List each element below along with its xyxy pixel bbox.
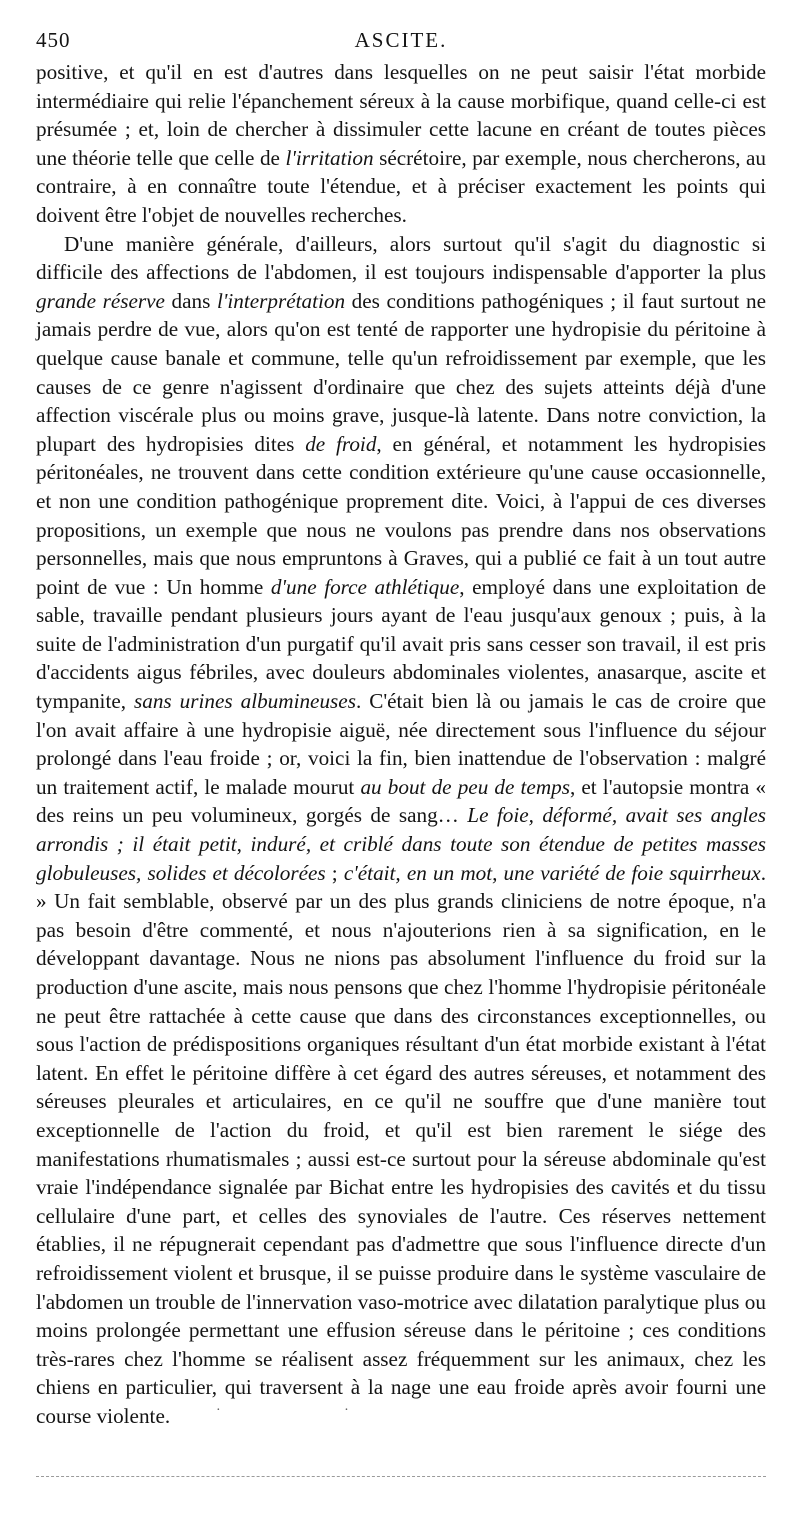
italic-text: l'interprétation	[216, 288, 346, 313]
italic-text: grande réserve	[36, 288, 165, 313]
text-run: , employé dans une exploitation de sable, travaille pendant plusieurs jours ayant de l'eau jusqu'aux genoux ; puis, à la suite de l'administration d'un purgatif qu'il avait pris sans cesser son travail, il est pris d'accidents aigus fébriles, avec douleurs abdominales violentes, anasarque, ascite et tympanite,	[36, 574, 766, 714]
paragraph	[36, 58, 766, 230]
italic-text: de froid	[305, 431, 377, 456]
italic-text: c'était, en un mot, une variété de foie squirrheux	[343, 860, 761, 885]
text-run: . » Un fait semblable, observé par un des plus grands cliniciens de notre époque, n'a pas besoin d'être commenté, et nous n'ajouterions rien à sa signification, en le développant davantage. Nous ne nions pas absolument l'influence du froid sur la production d'une ascite, mais nous pensons que chez l'homme l'hydropisie péritonéale ne peut être rattachée à cette cause que dans des circonstances exceptionnelles, ou sous l'action de prédispositions organiques résultant d'un état morbide existant à l'état latent. En effet le péritoine diffère à cet égard des autres séreuses, et notamment des séreuses pleurales et articulaires, en ce qu'il ne souffre que d'une manière tout exceptionnelle de l'action du froid, et qu'il est bien rarement le siége des manifestations rhumatismales ; aussi est-ce surtout pour la séreuse abdominale qu'est vraie l'indépendance signalée par Bichat entre les hydropisies des cavités et du tissu cellulaire d'une part, et celles des synoviales de l'autre. Ces réserves nettement établies, il ne répugnerait cependant pas d'admettre que sous l'influence directe d'un refroidissement violent et brusque, il se puisse produire dans le système vasculaire de l'abdomen un trouble de l'innervation vaso-motrice avec dilatation paralytique plus ou moins prolongée permettant une effusion séreuse dans le péritoine ; ces conditions très-rares chez l'homme se réalisent assez fréquemment sur les animaux, chez les chiens en particulier, qui traversent à la nage une eau froide après avoir fourni une course violente.	[36, 860, 766, 1428]
text-run: positive, et qu'il en est d'autres dans lesquelles on ne peut saisir l'état morbide intermédiaire qui relie l'épanchement séreux à la cause morbifique, quand celle-ci est présumée ; et, loin de chercher à dissimuler cette lacune en créant de toutes pièces une théorie telle que celle de	[36, 60, 766, 170]
italic-text: Le foie, déformé, avait ses angles arrondis ; il était petit, induré, et criblé dans toute son étendue de petites masses globuleuses, solides et décolorées	[36, 803, 766, 885]
italic-text: d'une force athlétique	[270, 574, 460, 599]
body-text	[36, 58, 766, 1431]
italic-text: au bout de peu de temps	[360, 774, 570, 799]
print-specks: · ·	[216, 1403, 409, 1418]
text-run: sécrétoire, par exemple, nous chercherons, au contraire, à en connaître toute l'étendue, et à préciser exactement les points qui doivent être l'objet de nouvelles recherches.	[36, 145, 766, 227]
paragraph	[36, 230, 766, 1431]
page-number: 450	[36, 28, 71, 52]
text-run: D'une manière générale, d'ailleurs, alors surtout qu'il s'agit du diagnostic si difficile des affections de l'abdomen, il est toujours indispensable d'apporter la plus	[36, 231, 766, 285]
text-run: . C'était bien là ou jamais le cas de croire que l'on avait affaire à une hydropisie aiguë, née directement sous l'influence du séjour prolongé dans l'eau froide ; or, voici la fin, bien inattendue de l'observation : malgré un traitement actif, le malade mourut	[36, 689, 766, 799]
text-run: des conditions pathogéniques ; il faut surtout ne jamais perdre de vue, alors qu'on est tenté de rapporter une hydropisie du péritoine à quelque cause banale et commune, telle qu'un refroidissement par exemple, que les causes de ce genre n'agissent d'ordinaire que chez des sujets atteints déjà d'une affection viscérale plus ou moins grave, jusque-là latente. Dans notre conviction, la plupart des hydropisies dites	[36, 288, 766, 456]
text-run: ;	[325, 860, 344, 885]
italic-text: l'irritation	[285, 145, 374, 170]
running-head	[36, 28, 766, 58]
running-title: ASCITE.	[354, 28, 448, 52]
text-run: dans	[164, 288, 217, 313]
bottom-rule	[36, 1476, 766, 1477]
text-run: , en général, et notamment les hydropisies péritonéales, ne trouvent dans cette condition extérieure qu'une cause occasionnelle, et non une condition pathogénique proprement dite. Voici, à l'appui de ces diverses propositions, un exemple que nous ne voulons pas prendre dans nos observations personnelles, mais que nous empruntons à Graves, qui a publié ce fait à un tout autre point de vue : Un homme	[36, 431, 767, 599]
book-page	[36, 28, 766, 1508]
text-run: , et l'autopsie montra « des reins un peu volumineux, gorgés de sang…	[36, 774, 766, 828]
italic-text: sans urines albumineuses	[134, 689, 356, 714]
